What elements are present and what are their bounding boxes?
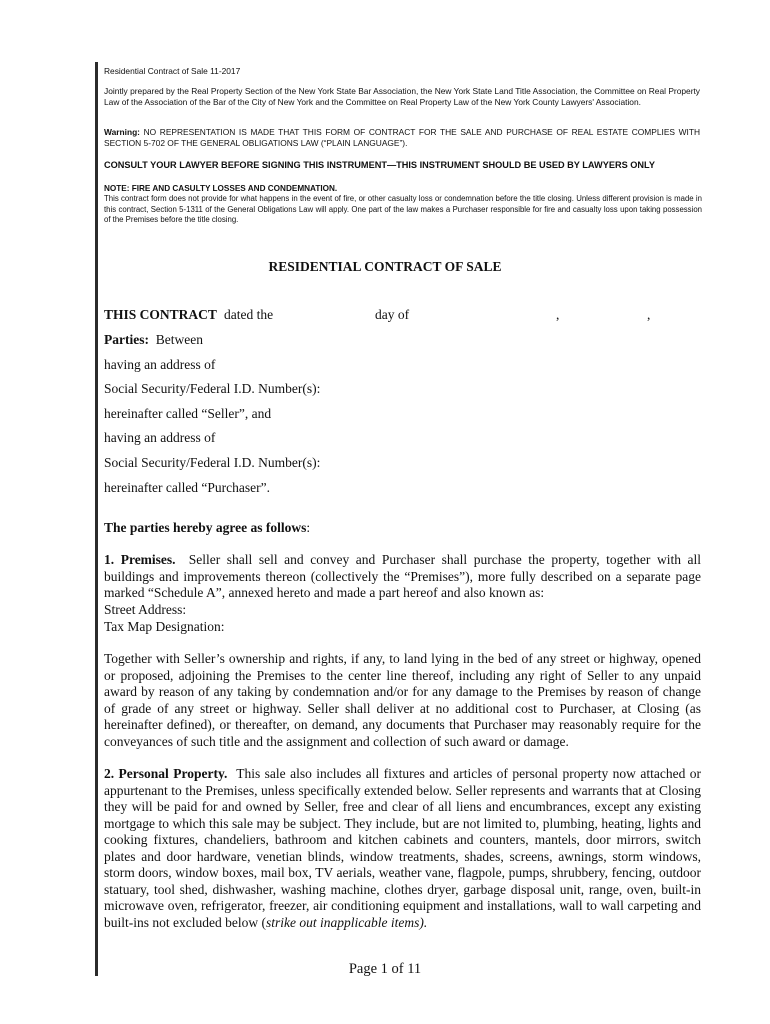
contract-comma-2: , xyxy=(647,307,651,322)
margin-bar xyxy=(95,62,98,976)
contract-day-of-label: day of xyxy=(375,307,410,322)
form-id: Residential Contract of Sale 11-2017 xyxy=(104,66,241,76)
page-number: Page 1 of 11 xyxy=(348,961,422,977)
tax-map-label: Tax Map Designation: xyxy=(104,619,225,634)
agree-bold: The parties hereby agree as follows xyxy=(104,520,307,535)
purchaser-address-label: having an address of xyxy=(104,430,216,445)
warning-text xyxy=(104,127,700,149)
parties-between: Between xyxy=(155,332,203,347)
document-title: RESIDENTIAL CONTRACT OF SALE xyxy=(268,259,502,274)
contract-lead: THIS CONTRACT xyxy=(104,307,217,322)
section-2-personal-property xyxy=(104,766,701,931)
agree-colon: : xyxy=(306,520,311,535)
seller-called-text: hereinafter called “Seller”, and xyxy=(104,406,272,421)
section-2-text: This sale also includes all fixtures and articles of personal property now attached or appurtenant to the Premises, unless specifically extended below. Seller represents and warrants that at Closing they will be paid for and owned by Seller, free and clear of all liens and encumbrances, except any existing mortgage to which this sale may be subject. They include, but are not limited to, plumbing, heating, lights and cooking fixtures, chandeliers, bathroom and kitchen cabinets and counters, mantels, door mirrors, switch plates and door hardware, venetian blinds, window treatments, shades, screens, awnings, storm windows, storm doors, window boxes, mail box, TV aerials, weather vane, flagpole, pumps, shrubbery, fencing, outdoor statuary, tool shed, dishwasher, washing machine, clothes dryer, garbage disposal unit, range, oven, built-in microwave oven, refrigerator, freezer, air conditioning equipment and installations, wall to wall carpeting and built-ins not excluded below ( xyxy=(104,766,702,930)
section-2-italic: strike out inapplicable items). xyxy=(265,914,428,930)
consult-lawyer-banner: CONSULT YOUR LAWYER BEFORE SIGNING THIS INSTRUMENT—THIS INSTRUMENT SHOULD BE USED BY LAWYERS ONLY xyxy=(104,160,655,170)
together-with-paragraph: Together with Seller’s ownership and rights, if any, to land lying in the bed of any street or highway, opened or proposed, adjoining the Premises to the center line thereof, including any right of Seller to any unpaid award by reason of any taking by condemnation and/or for any damage to the Premises by reason of change of grade of any street or highway. Seller shall deliver at no additional cost to Purchaser, at Closing (as hereinafter defined), or thereafter, on demand, any documents that Purchaser may reasonably require for the conveyances of such title and the assignment and collection of such award or damage. xyxy=(104,651,701,749)
parties-line xyxy=(104,332,203,348)
seller-ssn-label: Social Security/Federal I.D. Number(s): xyxy=(104,381,321,396)
prepared-by-text: Jointly prepared by the Real Property Section of the New York State Bar Association, the New York State Land Title Association, the Committee on Real Property Law of the Association of the Bar of the City of New York and the Committee on Real Property Law of the New York County Lawyers' Association. xyxy=(104,86,700,107)
contract-date-line xyxy=(104,307,704,327)
purchaser-called-text: hereinafter called “Purchaser”. xyxy=(104,480,271,495)
section-2-heading: 2. Personal Property. xyxy=(104,766,228,781)
purchaser-ssn-label: Social Security/Federal I.D. Number(s): xyxy=(104,455,321,470)
parties-label: Parties: xyxy=(104,332,149,347)
section-1-premises xyxy=(104,552,701,602)
warning-body: NO REPRESENTATION IS MADE THAT THIS FORM OF CONTRACT FOR THE SALE AND PURCHASE OF REAL ESTATE COMPLIES WITH SECTION 5-702 OF THE GENERAL OBLIGATIONS LAW (“PLAIN LANGUAGE”). xyxy=(104,127,700,148)
agree-heading xyxy=(104,520,310,536)
section-1-text: Seller shall sell and convey and Purchaser shall purchase the property, together with all buildings and improvements thereon (collectively the “Premises”), more fully described on a separate page marked “Schedule A”, annexed hereto and made a part hereof and also known as: xyxy=(104,552,702,600)
contract-dated-label: dated the xyxy=(224,307,274,322)
seller-address-label: having an address of xyxy=(104,357,216,372)
note-heading: NOTE: FIRE AND CASULTY LOSSES AND CONDEMNATION. xyxy=(104,184,338,193)
street-address-label: Street Address: xyxy=(104,602,187,617)
warning-label: Warning: xyxy=(104,127,140,137)
section-1-heading: 1. Premises. xyxy=(104,552,176,567)
contract-comma-1: , xyxy=(556,307,560,322)
note-body: This contract form does not provide for what happens in the event of fire, or other casualty loss or condemnation before the title closing. Unless different provision is made in this contract, Section 5-1311 of the General Obligations Law will apply. One part of the law makes a Purchaser responsible for fire and casualty loss upon taking possession of the Premises before the title closing. xyxy=(104,194,702,224)
